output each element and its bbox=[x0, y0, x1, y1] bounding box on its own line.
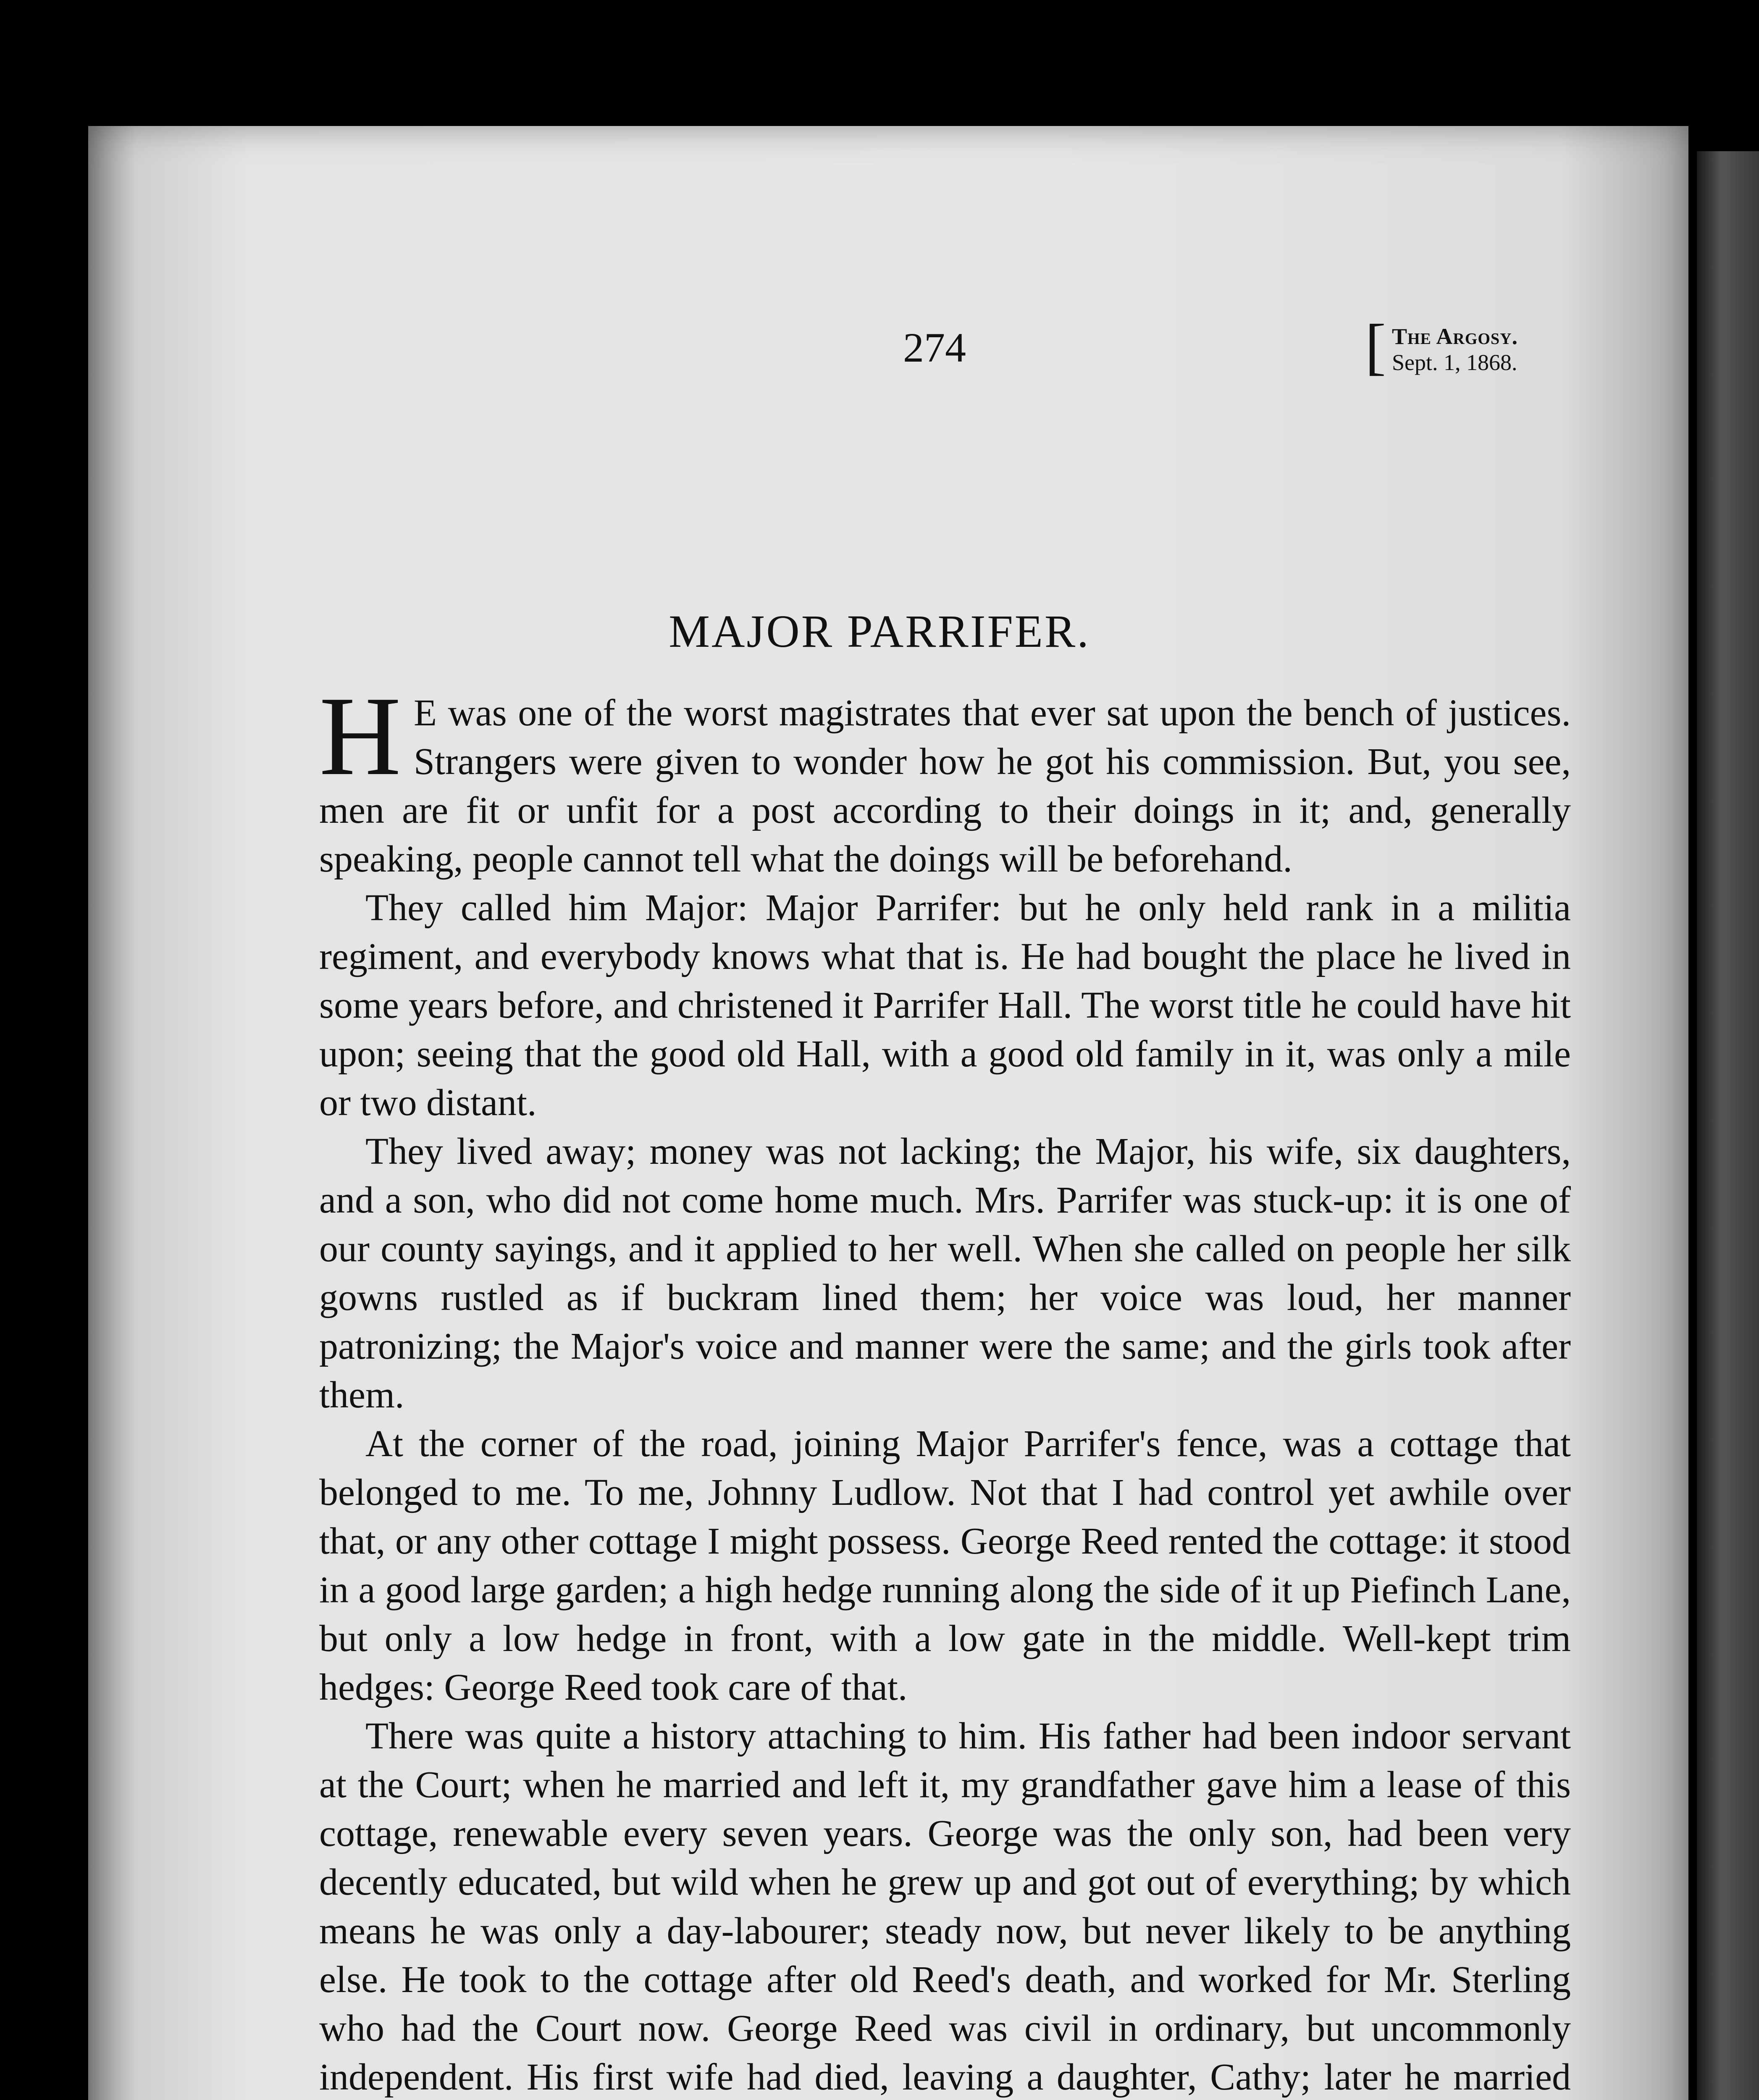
running-head-lines bbox=[1392, 323, 1518, 375]
bracket-glyph: [ bbox=[1365, 312, 1386, 381]
issue-date: Sept. 1, 1868. bbox=[1391, 350, 1517, 375]
magazine-name: The Argosy. bbox=[1391, 324, 1518, 349]
paragraph-5: There was quite a history attaching to him. His father had been indoor servant at the Court; when he married and left it, my grandfather gave him a lease of this cottage, renewable every seven years. George was the only son, had been very decently educated, but wild when he grew up and got out of everything; by which means he was only a day-labourer; steady now, but never likely to be anything else. He took to the cottage after old Reed's death, and worked for Mr. Sterling who had the Court now. George Reed was civil in ordinary, but uncommonly independent. His first wife had died, leaving a daughter, Cathy; later he married bbox=[319, 1715, 1571, 2098]
paragraph-4: At the corner of the road, joining Major Parrifer's fence, was a cottage that belonged to me. To me, Johnny Ludlow. Not that I had control yet awhile over that, or any other cottage I might possess. George Reed rented the cottage: it stood in a good large garden; a high hedge running along the side of it up Piefinch Lane, but only a low hedge in front, with a low gate in the middle. Well-kept trim hedges: George Reed took care of that. bbox=[319, 1423, 1571, 1708]
story-body bbox=[319, 673, 1571, 2100]
drop-cap: H bbox=[319, 673, 401, 799]
paragraph-1-text: E was one of the worst magistrates that ever sat upon the bench of justices. Strangers were given to wonder how he got his commission. But, you see, men are fit or unfit for a post according to their doings in it; and, generally speaking, people cannot tell what the doings will be beforehand. bbox=[319, 692, 1571, 880]
story-title: MAJOR PARRIFER. bbox=[669, 606, 1090, 657]
adjacent-page-edge bbox=[1697, 151, 1759, 2100]
page-number: 274 bbox=[903, 324, 966, 371]
paragraph-1 bbox=[319, 673, 1571, 884]
running-head bbox=[1365, 312, 1518, 381]
paragraph-2: They called him Major: Major Parrifer: but he only held rank in a militia regiment, and everybody knows what that is. He had bought the place he lived in some years before, and christened it Parrifer Hall. The worst title he could have hit upon; seeing that the good old Hall, with a good old family in it, was only a mile or two distant. bbox=[319, 887, 1571, 1124]
paragraph-3: They lived away; money was not lacking; the Major, his wife, six daughters, and a son, who did not come home much. Mrs. Parrifer was stuck-up: it is one of our county sayings, and it applied to her well. When she called on people her silk gowns rustled as if buckram lined them; her voice was loud, her manner patronizing; the Major's voice and manner were the same; and the girls took after them. bbox=[319, 1131, 1571, 1416]
